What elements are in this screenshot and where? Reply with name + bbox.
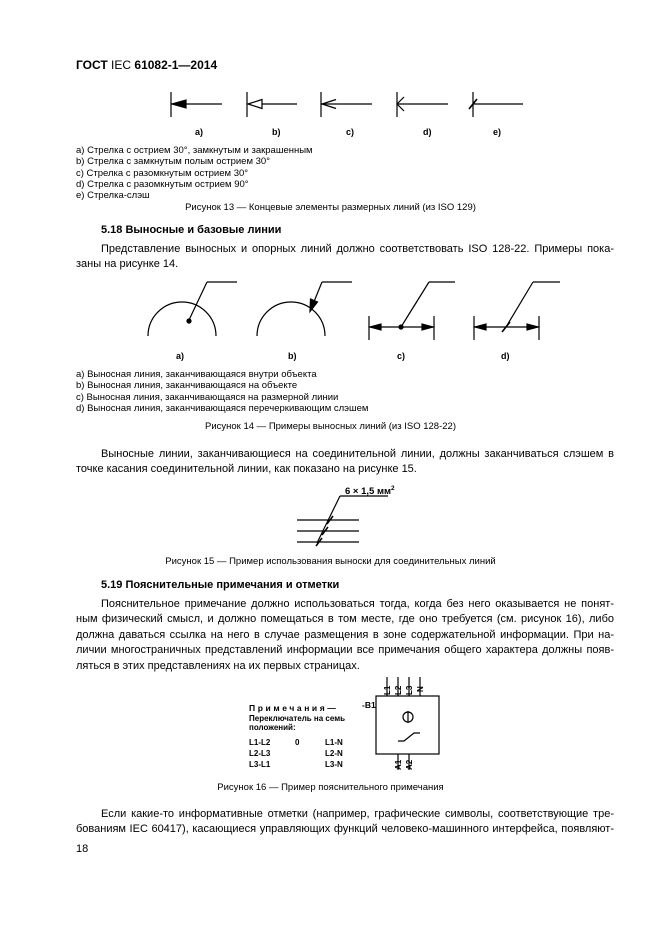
fig15-leader: [317, 496, 340, 543]
page-number: 18: [76, 843, 89, 855]
fig15-slash-3: [316, 538, 322, 546]
fig16-cell: 0: [295, 738, 300, 747]
fig16-note-line: положений:: [249, 723, 296, 732]
fig13-label-d: d): [423, 127, 432, 137]
section-5-18-title: 5.18 Выносные и базовые линии: [101, 224, 282, 236]
fig16-device-tag: -B1: [362, 700, 376, 710]
fig16-cell: L3-N: [325, 760, 343, 769]
fig14-legend-item: d) Выносная линия, заканчивающаяся перечеркивающим слэшем: [76, 402, 369, 414]
fig15-slash-1: [327, 516, 333, 524]
fig15-caption: Рисунок 15 — Пример использования выноски для соединительных линий: [165, 556, 496, 567]
fig15-slash-2: [322, 527, 328, 535]
fig16-device-box: [376, 696, 439, 754]
fig16-caption: Рисунок 16 — Пример пояснительного примечания: [217, 782, 444, 793]
fig13-label-c: c): [346, 127, 355, 137]
fig13-caption: Рисунок 13 — Концевые элементы размерных линий (из ISO 129): [185, 202, 476, 213]
paragraph-line: Если какие-то информативные отметки (например, графические символы, соответствующие тре-: [101, 808, 614, 820]
fig13-legend-item: b) Стрелка с замкнутым полым острием 30°: [76, 156, 270, 168]
fig14b-arrow: [310, 299, 318, 312]
fig13-label-a: а): [195, 127, 204, 137]
figure-15-intro-paragraph: [76, 447, 614, 478]
fig14c-arrow-left: [370, 324, 381, 330]
fig13-legend-item: d) Стрелка с разомкнутым острием 90°: [76, 178, 249, 190]
paragraph-line: Выносные линии, заканчивающиеся на соединительной линии, должны заканчиваться слэшем в: [101, 448, 614, 460]
fig14b-object-arc: [257, 302, 325, 336]
paragraph-line: точке касания соединительной линии, как показано на рисунке 15.: [76, 463, 417, 476]
fig13-label-e: е): [493, 127, 502, 137]
fig14c-arrow-right: [422, 324, 433, 330]
fig16-terminal-label: L2: [394, 685, 403, 695]
fig16-terminal-label: A1: [394, 759, 403, 770]
fig14d-slash: [502, 322, 510, 332]
fig16-note-block: [249, 703, 369, 732]
fig14-legend-item: а) Выносная линия, заканчивающаяся внутри объекта: [76, 369, 317, 380]
fig16-terminal-label: L1: [383, 685, 392, 695]
fig14c-leader: [401, 282, 429, 327]
header-number: 61082-1—2014: [134, 58, 218, 72]
fig14-legend-item: b) Выносная линия, заканчивающаяся на объекте: [76, 380, 298, 392]
fig16-terminal-label: N: [416, 686, 425, 692]
section-5-19-paragraph: [76, 597, 614, 674]
header-iec: IEC: [111, 58, 132, 72]
fig14-caption: Рисунок 14 — Примеры выносных линий (из ISO 128-22): [205, 421, 456, 432]
fig14-label-a: а): [176, 351, 185, 361]
header-gost: ГОСТ: [76, 58, 108, 72]
fig16-rotary-icon: [403, 712, 413, 722]
fig14-legend-item: c) Выносная линия, заканчивающаяся на размерной линии: [76, 391, 339, 403]
fig13-legend-item: c) Стрелка с разомкнутым острием 30°: [76, 167, 249, 179]
fig14a-object-arc: [148, 302, 216, 336]
fig14-label-b: b): [288, 351, 297, 361]
fig13-legend-item: а) Стрелка с острием 30°, замкнутым и закрашенным: [76, 145, 313, 156]
paragraph-line: должна даваться ссылка на него в случае размещения в зоне содержательной информации. При на-: [76, 628, 614, 641]
fig16-switch-contact: [398, 733, 420, 741]
paragraph-line: заны на рисунке 14.: [76, 258, 179, 271]
paragraph-line: ным физический смысл, и должно помещаться в том месте, где оно требуется (см. рисунок 16), либо: [76, 613, 614, 626]
paragraph-line: личии многостраничных представлений информации все примечания общего характера должны появ-: [76, 644, 614, 657]
fig14c-dot: [399, 325, 403, 329]
closing-paragraph: [76, 807, 614, 838]
fig14a-leader: [189, 282, 207, 320]
fig14d-arrow-left: [475, 324, 486, 330]
fig13-legend: [76, 145, 313, 201]
fig16-terminal-label: L3: [405, 685, 414, 695]
fig15-annotation-text: 6 × 1,5 мм: [345, 486, 392, 498]
paragraph-line: Пояснительное примечание должно использоваться тогда, когда без него оказывается не понят-: [101, 598, 614, 610]
document-header: [76, 58, 217, 72]
arrow-e-slash: [469, 99, 477, 109]
arrow-b-head: [248, 100, 262, 109]
paragraph-line: Представление выносных и опорных линий должно соответствовать ISO 128-22. Примеры пока-: [101, 243, 614, 255]
fig16-note-line: Переключатель на семь: [249, 714, 346, 723]
fig16-terminal-label: A2: [405, 759, 414, 770]
fig14-label-c: c): [397, 351, 406, 361]
arrow-c-head: [322, 100, 336, 109]
paragraph-line: ляться в этих представлениях на их первых страницах.: [76, 659, 360, 672]
fig14d-arrow-right: [527, 324, 538, 330]
fig13-legend-item: е) Стрелка-слэш: [76, 190, 150, 202]
fig14a-dot: [187, 319, 191, 323]
fig16-cell: L1-L2: [249, 738, 271, 747]
section-5-19-title: 5.19 Пояснительные примечания и отметки: [101, 579, 340, 591]
fig14b-leader: [311, 282, 322, 309]
fig16-note-title: Примечания—: [249, 703, 339, 713]
section-5-18-paragraph: [76, 242, 614, 273]
fig14-legend: [76, 369, 368, 414]
fig14-label-d: d): [501, 351, 510, 361]
arrow-a-head: [172, 100, 186, 108]
fig15-annotation: [345, 485, 395, 497]
fig16-cell: L3-L1: [249, 760, 271, 769]
arrow-d-head: [397, 97, 404, 111]
fig15-annotation-superscript: 2: [391, 485, 395, 492]
fig14d-leader: [506, 282, 533, 327]
fig13-label-b: b): [272, 127, 281, 137]
fig16-cell: L2-N: [325, 749, 343, 758]
fig16-cell: L2-L3: [249, 749, 271, 758]
paragraph-line: бованиям IEC 60417), касающиеся управляющих функций человеко-машинного интерфейса, появляют-: [76, 823, 614, 836]
fig16-cell: L1-N: [325, 738, 343, 747]
